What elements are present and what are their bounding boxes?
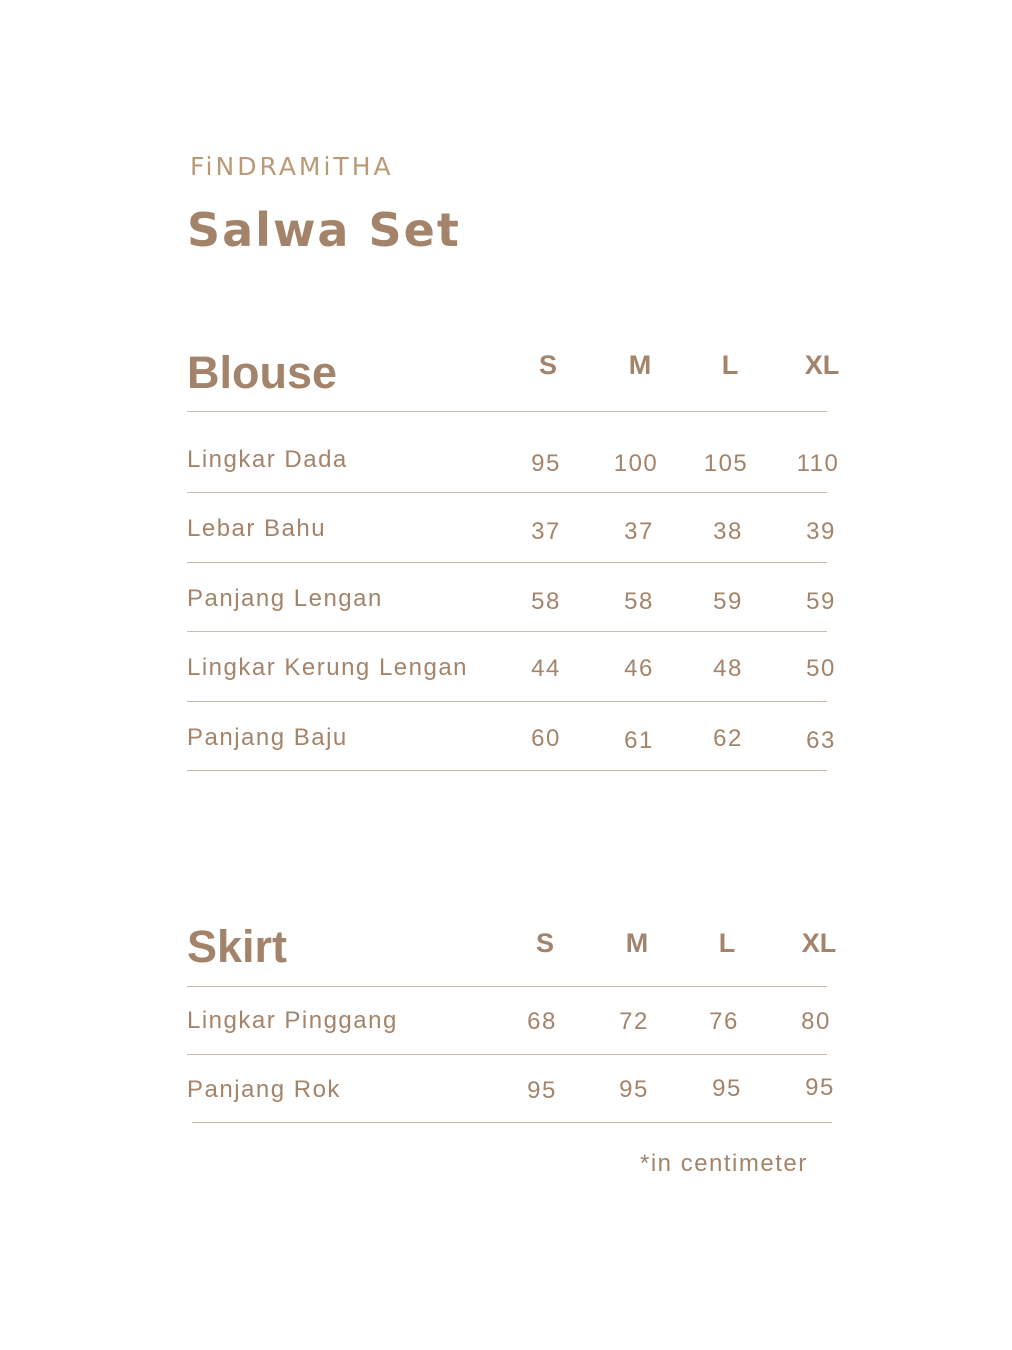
- blouse-size-head-s: S: [538, 350, 557, 380]
- cell-s: 68: [527, 1008, 557, 1035]
- cell-s: 60: [531, 725, 561, 752]
- cell-s: 58: [531, 588, 561, 615]
- cell-m: 95: [619, 1076, 649, 1103]
- cell-m: 72: [619, 1008, 649, 1035]
- cell-l: 95: [712, 1075, 742, 1102]
- unit-note: *in centimeter: [640, 1150, 808, 1177]
- cell-xl: 59: [806, 588, 836, 615]
- cell-s: 95: [527, 1077, 557, 1104]
- skirt-header-rule: [187, 986, 827, 987]
- row-label: Panjang Lengan: [187, 585, 383, 612]
- row-rule: [187, 492, 827, 493]
- row-label: Lingkar Dada: [187, 446, 348, 473]
- row-rule: [187, 562, 827, 563]
- cell-xl: 63: [806, 727, 836, 754]
- cell-m: 37: [624, 518, 654, 545]
- skirt-title: Skirt: [187, 921, 288, 972]
- skirt-size-head-xl: XL: [801, 928, 837, 958]
- row-rule: [192, 1122, 832, 1123]
- cell-xl: 80: [801, 1008, 831, 1035]
- blouse-size-head-m: M: [628, 350, 652, 380]
- row-label: Lebar Bahu: [187, 515, 327, 542]
- cell-s: 37: [531, 518, 561, 545]
- row-label: Panjang Rok: [187, 1076, 341, 1103]
- row-label: Panjang Baju: [187, 724, 348, 751]
- cell-m: 61: [624, 727, 654, 754]
- blouse-size-head-l: L: [721, 350, 739, 380]
- row-label: Lingkar Pinggang: [187, 1007, 398, 1034]
- cell-l: 105: [703, 450, 749, 477]
- cell-xl: 50: [806, 655, 836, 682]
- cell-l: 62: [713, 725, 743, 752]
- skirt-size-head-s: S: [535, 928, 554, 958]
- cell-xl: 95: [805, 1074, 835, 1101]
- row-rule: [187, 631, 827, 632]
- blouse-header-rule: [187, 411, 827, 412]
- page-title: Salwa Set: [187, 203, 461, 257]
- cell-m: 100: [613, 450, 659, 477]
- blouse-size-head-xl: XL: [804, 350, 840, 380]
- skirt-size-head-m: M: [625, 928, 649, 958]
- cell-m: 46: [624, 655, 654, 682]
- row-rule: [187, 1054, 827, 1055]
- cell-m: 58: [624, 588, 654, 615]
- cell-s: 44: [531, 655, 561, 682]
- cell-l: 38: [713, 518, 743, 545]
- brand-logo: FiNDRAMiTHA: [190, 152, 394, 181]
- row-rule: [187, 770, 827, 771]
- cell-xl: 39: [806, 518, 836, 545]
- cell-l: 48: [713, 655, 743, 682]
- cell-s: 95: [531, 450, 561, 477]
- row-rule: [187, 701, 827, 702]
- cell-l: 76: [709, 1008, 739, 1035]
- cell-l: 59: [713, 588, 743, 615]
- blouse-title: Blouse: [187, 347, 338, 398]
- cell-xl: 110: [796, 450, 840, 477]
- skirt-size-head-l: L: [718, 928, 736, 958]
- row-label: Lingkar Kerung Lengan: [187, 654, 469, 681]
